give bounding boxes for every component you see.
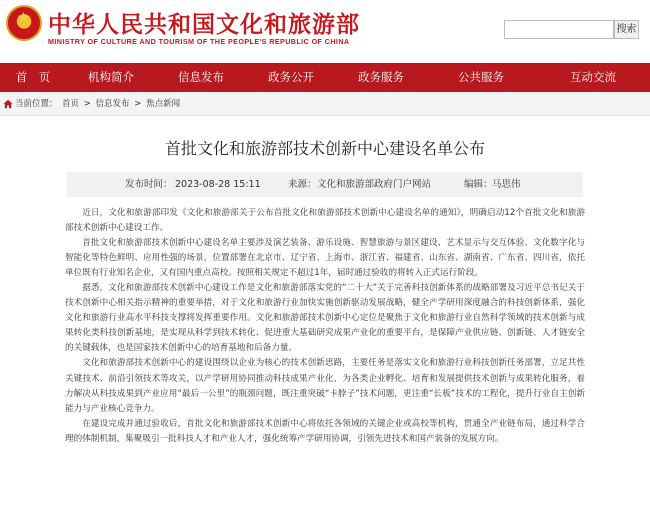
site-subtitle: MINISTRY OF CULTURE AND TOURISM OF THE PEOPLE'S REPUBLIC OF CHINA	[48, 37, 350, 46]
breadcrumb-home-link[interactable]: 首页	[62, 99, 80, 109]
breadcrumb-news-link[interactable]: 信息发布	[95, 99, 130, 109]
editor-label: 编辑：	[464, 179, 493, 190]
main-nav	[0, 63, 650, 92]
article-meta	[67, 172, 583, 197]
article-paragraph: 在建设完成并通过验收后，首批文化和旅游部技术创新中心将依托各领域的关键企业或高校等机构，贯通全产业链布局，通过科学合理的体制机制，集聚吸引一批科技人才和产业人才，强化统筹产学研用协调，引领先进技术和国产装备的发展方向。	[65, 418, 585, 444]
national-emblem-icon[interactable]	[6, 5, 42, 41]
article-paragraph: 首批文化和旅游部技术创新中心建设名单主要涉及演艺装备、游乐设施、智慧旅游与景区建设、艺术显示与交互体验、文化数字化与智能化等特色鲜明、应用性强的场景，位置部署在北京市、辽宁省、上海市、浙江省、福建省、山东省、湖南省、广东省、四川省，依托单位既有行业知名企业，又有国内重点高校。按照相关规定不超过1年，届时通过验收的将转入正式运行阶段。	[65, 238, 585, 279]
nav-item-gov-services[interactable]: 政务服务	[358, 70, 404, 84]
publish-time: 2023-08-28 15:11	[175, 179, 261, 190]
nav-item-public-services[interactable]: 公共服务	[458, 70, 504, 84]
publish-time-label: 发布时间：	[125, 179, 173, 190]
nav-item-about[interactable]: 机构简介	[88, 70, 134, 84]
article-paragraph: 文化和旅游部技术创新中心的建设围绕以企业为核心的技术创新思路，主要任务是落实文化和旅游行业科技创新任务部署，立足共性关键技术、前沿引领技术等攻关，以产学研用协同推动科技成果产业化，为各类企业孵化、培育和发展提供技术创新与成果转化服务，着力解决从科技成果到产业应用“最后一公里”的瓶颈问题，既注重突破“卡脖子”技术问题，更注重“长板”技术的工程化，提升行业自主创新能力与产业核心竞争力。	[65, 358, 585, 414]
article-body	[65, 206, 585, 447]
article-editor: 马思伟	[492, 179, 521, 190]
nav-item-news[interactable]: 信息发布	[178, 70, 224, 84]
site-header	[0, 0, 650, 63]
breadcrumb-separator: >	[83, 99, 94, 109]
breadcrumb	[0, 92, 650, 116]
article-title: 首批文化和旅游部技术创新中心建设名单公布	[164, 139, 485, 158]
nav-item-interaction[interactable]: 互动交流	[570, 70, 616, 84]
source-label: 来源：	[288, 179, 317, 190]
article-paragraph: 近日，文化和旅游部印发《文化和旅游部关于公布首批文化和旅游部技术创新中心建设名单的通知》，明确启动12个首批文化和旅游部技术创新中心建设工作。	[65, 208, 585, 234]
site-title[interactable]: 中华人民共和国文化和旅游部	[48, 12, 360, 38]
search-button[interactable]: 搜索	[614, 20, 639, 39]
article-source: 文化和旅游部政府门户网站	[317, 179, 432, 190]
breadcrumb-separator: >	[134, 99, 145, 109]
nav-item-home[interactable]: 首 页	[15, 70, 51, 84]
search-input[interactable]	[504, 20, 614, 39]
breadcrumb-focus-news-link[interactable]: 焦点新闻	[146, 99, 181, 109]
home-icon	[3, 99, 13, 109]
breadcrumb-label: 当前位置：	[15, 99, 58, 109]
article-paragraph: 据悉，文化和旅游部技术创新中心建设工作是文化和旅游部落实党的“二十大”关于完善科技创新体系的战略部署及习近平总书记关于技术创新中心相关指示精神的重要举措，对于文化和旅游行业加快实施创新驱动发展战略，健全产学研用深度融合的科技创新体系，强化文化和旅游行业高水平科技支撑将发挥重要作用。文化和旅游部技术创新中心定位是聚焦于文化和旅游行业自然科学领域的技术创新与成果转化类科技创新基地，是实现从科学到技术转化、促进重大基础研究成果产业化的重要平台，是保障产业供应链、创新链、人才链安全的关键载体，也是国家技术创新中心的培育基地和后备力量。	[65, 283, 585, 354]
nav-item-gov-affairs[interactable]: 政务公开	[268, 70, 314, 84]
